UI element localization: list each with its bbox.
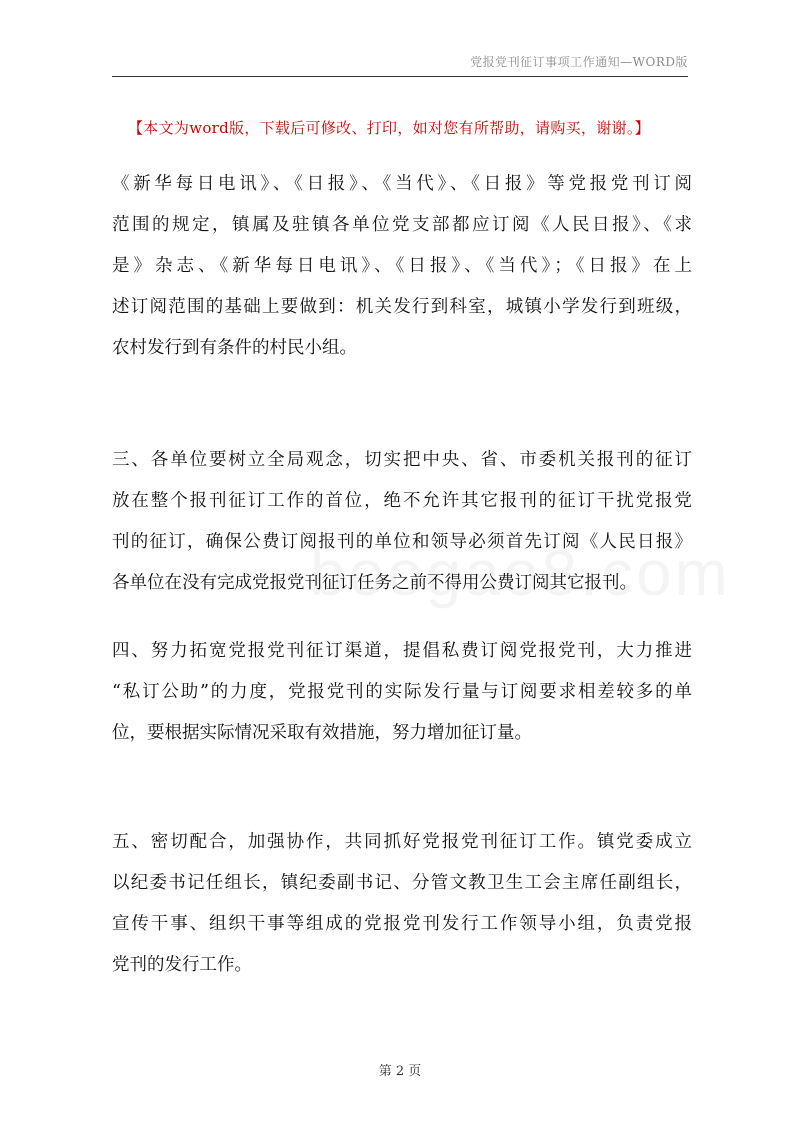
text-line: 位，要根据实际情况采取有效措施，努力增加征订量。 xyxy=(112,723,532,743)
text-line: 党刊的发行工作。 xyxy=(112,955,252,975)
text-line: 五、密切配合，加强协作，共同抓好党报党刊征订工作。镇党委成立 xyxy=(112,832,692,852)
text-line: 宣传干事、组织干事等组成的党报党刊发行工作领导小组，负责党报 xyxy=(112,914,692,934)
text-line: “私订公助”的力度，党报党刊的实际发行量与订阅要求相差较多的单 xyxy=(112,682,692,702)
text-line: 以纪委书记任组长，镇纪委副书记、分管文教卫生工会主席任副组长， xyxy=(112,873,692,893)
text-line: 各单位在没有完成党报党刊征订任务之前不得用公费订阅其它报刊。 xyxy=(112,573,637,593)
text-line: 刊的征订，确保公费订阅报刊的单位和领导必须首先订阅《人民日报》 xyxy=(112,532,692,552)
text-line: 《新华每日电讯》、《日报》、《当代》、《日报》等党报党刊订阅 xyxy=(112,174,692,194)
text-line: 是》杂志、《新华每日电讯》、《日报》、《当代》；《日报》在上 xyxy=(112,256,692,276)
header-divider xyxy=(112,76,688,77)
paragraph-item-three xyxy=(112,440,692,604)
text-line: 农村发行到有条件的村民小组。 xyxy=(112,338,357,358)
page-number: 第 2 页 xyxy=(378,1064,422,1079)
running-header: 党报党刊征订事项工作通知—WORD版 xyxy=(470,55,688,69)
text-line: 放在整个报刊征订工作的首位，绝不允许其它报刊的征订干扰党报党 xyxy=(112,491,692,511)
text-line: 三、各单位要树立全局观念，切实把中央、省、市委机关报刊的征订 xyxy=(112,450,692,470)
text-line: 四、努力拓宽党报党刊征订渠道，提倡私费订阅党报党刊，大力推进 xyxy=(112,641,692,661)
text-line: 范围的规定，镇属及驻镇各单位党支部都应订阅《人民日报》、《求 xyxy=(112,215,692,235)
download-notice: 【本文为word版，下载后可修改、打印，如对您有所帮助，请购买，谢谢。】 xyxy=(128,119,650,137)
paragraph-item-five xyxy=(112,822,692,986)
text-line: 述订阅范围的基础上要做到：机关发行到科室，城镇小学发行到班级， xyxy=(112,297,692,317)
paragraph-item-four xyxy=(112,631,692,754)
paragraph-subscription-scope xyxy=(112,164,692,369)
